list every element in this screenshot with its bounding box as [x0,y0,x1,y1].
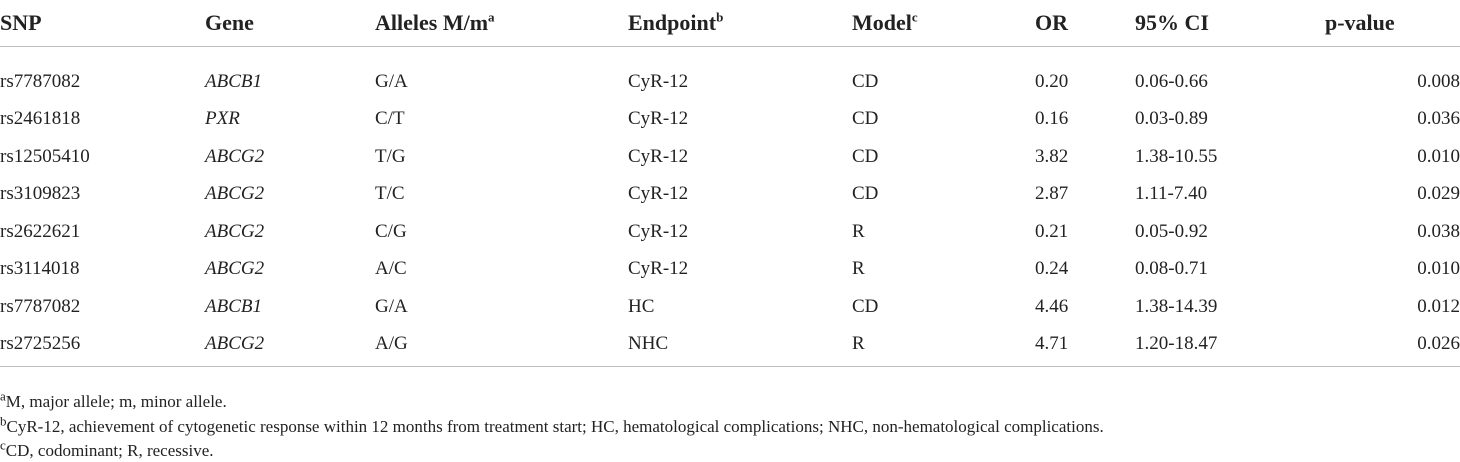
header-ci: 95% CI [1135,0,1325,47]
cell-alleles: T/C [375,183,405,205]
cell-ci: 1.20-18.47 [1135,333,1218,355]
header-alleles: Alleles $M/m^a$ [375,0,628,47]
cell-pvalue: 0.036 [1417,108,1460,130]
cell-model: CD [852,145,879,167]
cell-pvalue: 0.010 [1417,258,1460,280]
cell-ci: 1.11-7.40 [1135,183,1208,205]
cell-or: 0.21 [1035,220,1069,242]
cell-pvalue: 0.038 [1417,220,1460,242]
header-pvalue: p-value [1325,0,1460,47]
cell-ci: 0.08-0.71 [1135,258,1208,280]
table-row [0,251,1460,289]
cell-endpoint: CyR-12 [628,108,689,130]
footnote-a-text: M, major allele; m, minor allele. [5,392,227,411]
cell-gene: ABCG2 [205,220,265,242]
cell-gene: ABCG2 [205,145,265,167]
cell-model: R [852,258,865,280]
cell-pvalue: 0.029 [1417,183,1460,205]
header-gene: Gene [205,0,375,47]
footnote-c-text: CD, codominant; R, recessive. [5,441,214,460]
cell-or: 2.87 [1035,183,1069,205]
cell-gene: ABCG2 [205,333,265,355]
table-row [0,213,1460,251]
cell-or: 0.20 [1035,70,1069,92]
cell-model: R [852,333,865,355]
header-endpoint: Endpoint$^b$ [628,0,852,47]
cell-pvalue: 0.010 [1417,145,1460,167]
cell-snp: rs2725256 [0,333,81,355]
footnote-c [0,437,214,461]
footnote-mark-c: c [911,9,918,25]
cell-ci: 1.38-14.39 [1135,295,1218,317]
cell-ci: 0.05-0.92 [1135,220,1208,242]
footnote-b [0,413,1104,437]
cell-pvalue: 0.008 [1417,70,1460,92]
cell-gene: ABCB1 [205,295,262,317]
cell-alleles: G/A [375,70,408,92]
cell-alleles: A/G [375,333,408,355]
table-row [0,326,1460,364]
cell-pvalue: 0.012 [1417,295,1460,317]
table-row [0,288,1460,326]
cell-gene: ABCG2 [205,183,265,205]
cell-or: 4.46 [1035,295,1069,317]
cell-endpoint: CyR-12 [628,258,689,280]
cell-model: CD [852,108,879,130]
cell-endpoint: CyR-12 [628,145,689,167]
table-row [0,176,1460,214]
cell-snp: rs2461818 [0,108,81,130]
footnote-c-mark: c [0,437,6,453]
cell-endpoint: NHC [628,333,669,355]
cell-model: CD [852,70,879,92]
cell-snp: rs3109823 [0,183,81,205]
cell-endpoint: CyR-12 [628,70,689,92]
footnote-mark-b: b [716,9,724,25]
table-row [0,138,1460,176]
cell-alleles: T/G [375,145,406,167]
cell-alleles: A/C [375,258,407,280]
cell-or: 0.24 [1035,258,1069,280]
cell-snp: rs7787082 [0,70,81,92]
cell-snp: rs2622621 [0,220,81,242]
cell-model: R [852,220,865,242]
cell-gene: PXR [205,108,240,130]
cell-ci: 0.06-0.66 [1135,70,1208,92]
footnote-a [0,388,227,412]
cell-snp: rs7787082 [0,295,81,317]
cell-endpoint: HC [628,295,655,317]
cell-or: 3.82 [1035,145,1069,167]
table-row [0,101,1460,139]
cell-gene: ABCB1 [205,70,262,92]
header-or: OR [1035,0,1135,47]
footnote-mark-a: a [488,9,495,25]
cell-ci: 0.03-0.89 [1135,108,1208,130]
cell-pvalue: 0.026 [1417,333,1460,355]
cell-or: 4.71 [1035,333,1069,355]
table-bottom-rule [0,366,1460,367]
cell-endpoint: CyR-12 [628,183,689,205]
header-model: Model$^c$ [852,0,1035,47]
table-row [0,47,1460,101]
cell-alleles: G/A [375,295,408,317]
cell-gene: ABCG2 [205,258,265,280]
cell-model: CD [852,183,879,205]
footnote-b-mark: b [0,413,7,429]
cell-endpoint: CyR-12 [628,220,689,242]
cell-model: CD [852,295,879,317]
cell-or: 0.16 [1035,108,1069,130]
cell-snp: rs3114018 [0,258,80,280]
footnote-a-mark: a [0,388,6,404]
cell-alleles: C/G [375,220,407,242]
cell-snp: rs12505410 [0,145,90,167]
header-snp: SNP [0,0,205,47]
cell-ci: 1.38-10.55 [1135,145,1218,167]
header-row [0,0,1460,47]
footnote-b-text: CyR-12, achievement of cytogenetic response within 12 months from treatment start; HC, hematological complications; NHC, non-hematological complications. [6,417,1104,436]
cell-alleles: C/T [375,108,405,130]
